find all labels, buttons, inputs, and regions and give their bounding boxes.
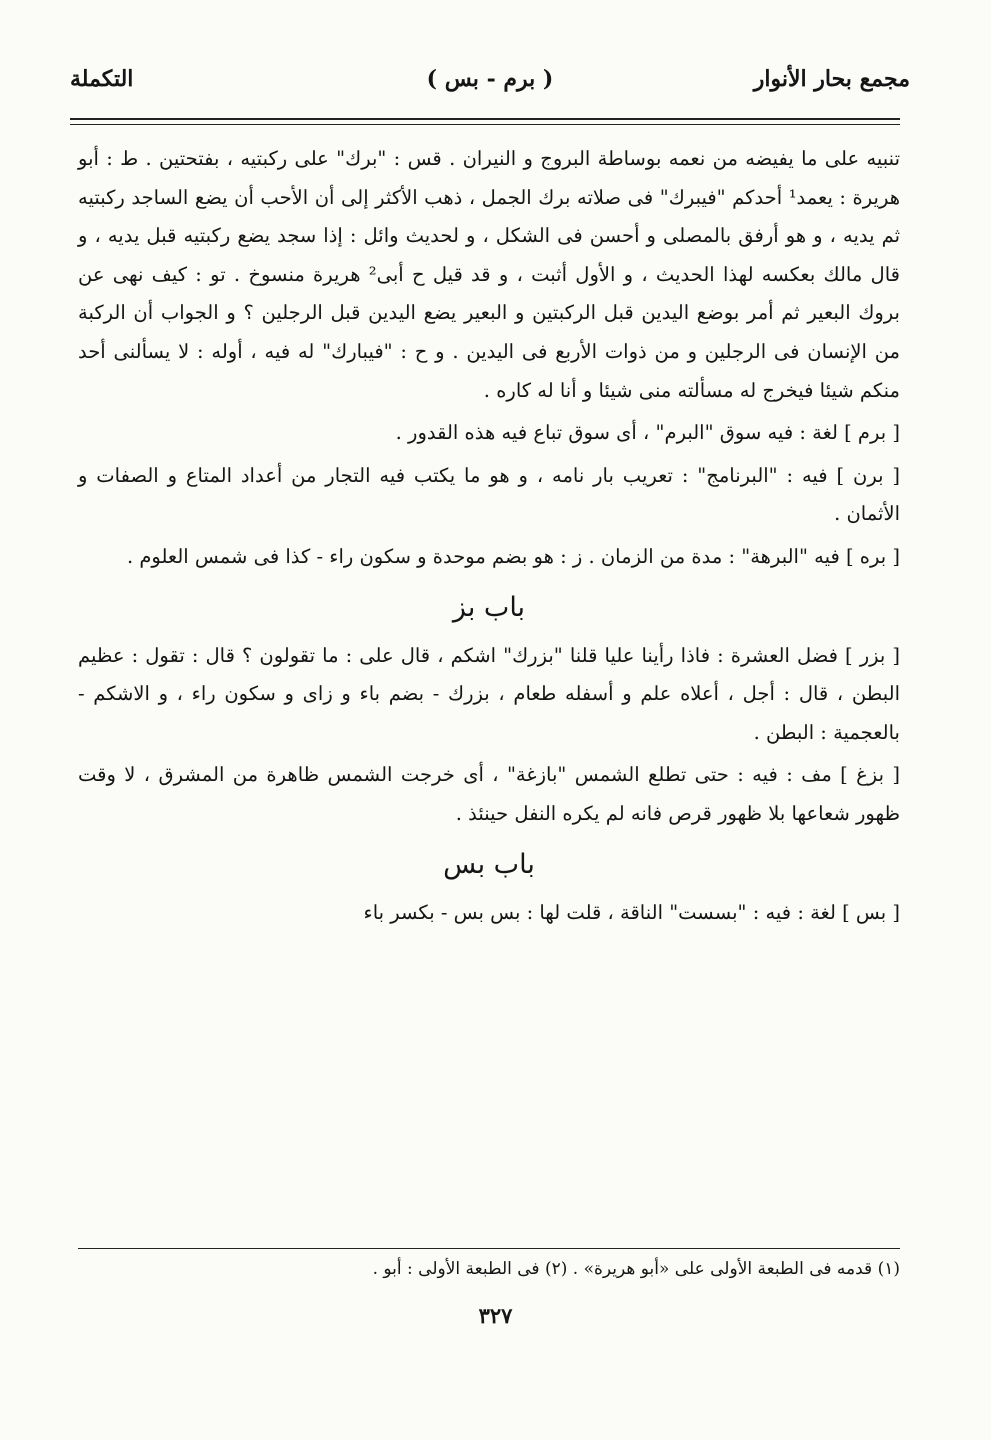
paragraph-continuation: تنبيه على ما يفيضه من نعمه بوساطة البروج و النيران . قس : "برك" على ركبتيه ، بفتحتين . ط : أبو هريرة : يعمد¹ أحدكم "فيبرك" فى صلاته برك الجمل ، ذهب الأكثر إلى أن الأحب أن يضع الساجد ركبتيه ثم يديه ، و هو أرفق بالمصلى و أحسن فى الشكل ، و لحديث وائل : إذا سجد يضع ركبتيه قبل يديه ، و قال مالك بعكسه لهذا الحديث ، و الأول أثبت ، و قد قيل ح أبى² هريرة منسوخ . تو : كيف نهى عن بروك البعير ثم أمر بوضع اليدين قبل الركبتين و البعير يضع اليدين قبل الرجلين ؟ و الجواب أن الركبة من الإنسان فى الرجلين و من ذوات الأربع فى اليدين . و ح : "فيبارك" له فيه ، أوله : لا يسألنى أحد منكم شيئا فيخرج له مسألته منى شيئا و أنا له كاره . <box>78 147 900 402</box>
header-rule-thin <box>70 124 900 125</box>
entry-bas: [ بس ] لغة : فيه : "بسست" الناقة ، قلت لها : بس بس - بكسر باء <box>363 900 900 924</box>
entry-barh: [ بره ] فيه "البرهة" : مدة من الزمان . ز : هو بضم موحدة و سكون راء - كذا فى شمس العلوم . <box>126 544 900 568</box>
main-text <box>78 140 900 932</box>
footnotes: (١) قدمه فى الطبعة الأولى على «أبو هريرة» . (٢) فى الطبعة الأولى : أبو . <box>372 1259 900 1279</box>
entry-bazr: [ بزر ] فضل العشرة : فاذا رأينا عليا قلنا "بزرك" اشكم ، قال على : ما تقولون ؟ قال : تقول : عظيم البطن ، قال : أجل ، أعلاه علم و أسفله طعام ، بزرك - بضم باء و زاى و سكون راء ، و الاشكم - بالعجمية : البطن . <box>78 643 900 744</box>
footnote-separator <box>78 1248 900 1249</box>
header-rule-thick <box>70 118 900 120</box>
entry-range: ( برم - بس ) <box>426 66 554 92</box>
entry-barn: [ برن ] فيه : "البرنامج" : تعريب بار نامه ، و هو ما يكتب فيه التجار من أعداد المتاع و الصفات و الأثمان . <box>78 463 900 526</box>
chapter-heading-bs: باب بس <box>443 848 535 880</box>
chapter-heading-bz: باب بز <box>452 591 526 623</box>
book-title: مجمع بحار الأنوار <box>753 66 910 92</box>
page-number: ٣٢٧ <box>478 1303 513 1328</box>
running-header <box>70 66 910 106</box>
entry-barm: [ برم ] لغة : فيه سوق "البرم" ، أى سوق تباع فيه هذه القدور . <box>395 421 900 445</box>
section-title: التكملة <box>70 66 134 92</box>
entry-bazgh: [ بزغ ] مف : فيه : حتى تطلع الشمس "بازغة" ، أى خرجت الشمس ظاهرة من المشرق ، لا وقت ظهور شعاعها بلا ظهور قرص فانه لم يكره النفل حينئذ . <box>78 763 900 825</box>
